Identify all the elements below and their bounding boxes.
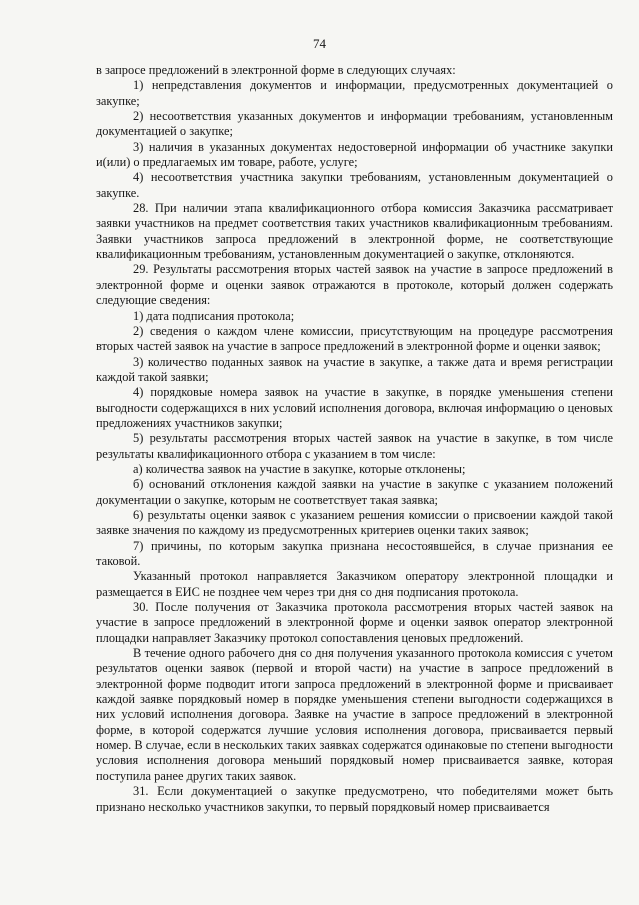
protocol-item-6: 6) результаты оценки заявок с указанием решения комиссии о присвоении каждой такой заявке значения по каждому из предусмотренных критериев оценки таких заявок; [96, 507, 613, 538]
clause-28: 28. При наличии этапа квалификационного отбора комиссия Заказчика рассматривает заявки участников на предмет соответствия таких участников квалификационным требованиям. Заявки участников запроса предложений в электронной форме, не соответствующие квалификационным требованиям, установленным документацией о закупке, отклоняются. [96, 201, 613, 262]
protocol-item-2: 2) сведения о каждом члене комиссии, присутствующим на процедуре рассмотрения вторых частей заявок на участие в запросе предложений в электронной форме и оценки заявок; [96, 323, 613, 354]
protocol-item-1: 1) дата подписания протокола; [133, 308, 295, 323]
page-number: 74 [313, 36, 326, 51]
list-item-2: 2) несоответствия указанных документов и информации требованиям, установленным документацией о закупке; [96, 109, 613, 139]
clause-29: 29. Результаты рассмотрения вторых частей заявок на участие в запросе предложений в электронной форме и оценки заявок отражаются в протоколе, который должен содержать следующие сведения: [96, 262, 613, 308]
clause-31: 31. Если документацией о закупке предусмотрено, что победителями может быть признано несколько участников закупки, то первый порядковый номер присваивается [96, 784, 613, 814]
protocol-item-7: 7) причины, по которым закупка признана несостоявшейся, в случае признания ее таковой. [96, 538, 613, 568]
protocol-subitem-b: б) оснований отклонения каждой заявки на участие в закупке с указанием положений документации о закупке, которым не соответствует такая заявка; [96, 477, 613, 507]
clause-30-continued: В течение одного рабочего дня со дня получения указанного протокола комиссия с учетом результатов оценки заявок (первой и второй части) на участие в запросе предложений в электронной форме подводит итоги запроса предложений в электронной форме и присваивает каждой заявке порядковый номер в порядке уменьшения степени выгодности содержащихся в них условий исполнения договора. Заявке на участие в запросе предложений в электронной форме, в которой содержатся лучшие условия исполнения договора, присваивается первый номер. В случае, если в нескольких таких заявках содержатся одинаковые по степени выгодности условия исполнения договора меньший порядковый номер присваивается заявке, которая поступила ранее других таких заявок. [96, 646, 613, 783]
protocol-item-4: 4) порядковые номера заявок на участие в закупке, в порядке уменьшения степени выгодности содержащихся в них условий исполнения договора, включая информацию о ценовых предложениях участников закупки; [96, 385, 613, 430]
protocol-subitem-a: а) количества заявок на участие в закупке, которые отклонены; [133, 461, 466, 476]
list-item-4: 4) несоответствия участника закупки требованиям, установленным документацией о закупке. [96, 170, 613, 200]
paragraph-intro: в запросе предложений в электронной форме в следующих случаях: [96, 63, 456, 77]
protocol-item-5: 5) результаты рассмотрения вторых частей заявок на участие в закупке, в том числе результаты квалификационного отбора с указанием в том числе: [96, 431, 613, 461]
protocol-item-3: 3) количество поданных заявок на участие в закупке, а также дата и время регистрации каждой такой заявки; [96, 354, 613, 384]
document-body [96, 63, 613, 815]
list-item-1: 1) непредставления документов и информации, предусмотренных документацией о закупке; [96, 78, 613, 108]
protocol-note: Указанный протокол направляется Заказчиком оператору электронной площадки и размещается в ЕИС не позднее чем через три дня со дня подписания протокола. [96, 569, 613, 599]
list-item-3: 3) наличия в указанных документах недостоверной информации об участнике закупки и(или) о предлагаемых им товаре, работе, услуге; [96, 139, 613, 170]
clause-30: 30. После получения от Заказчика протокола рассмотрения вторых частей заявок на участие в запросе предложений в электронной форме и оценки заявок оператор электронной площадки направляет Заказчику протокол сопоставления ценовых предложений. [96, 600, 613, 645]
